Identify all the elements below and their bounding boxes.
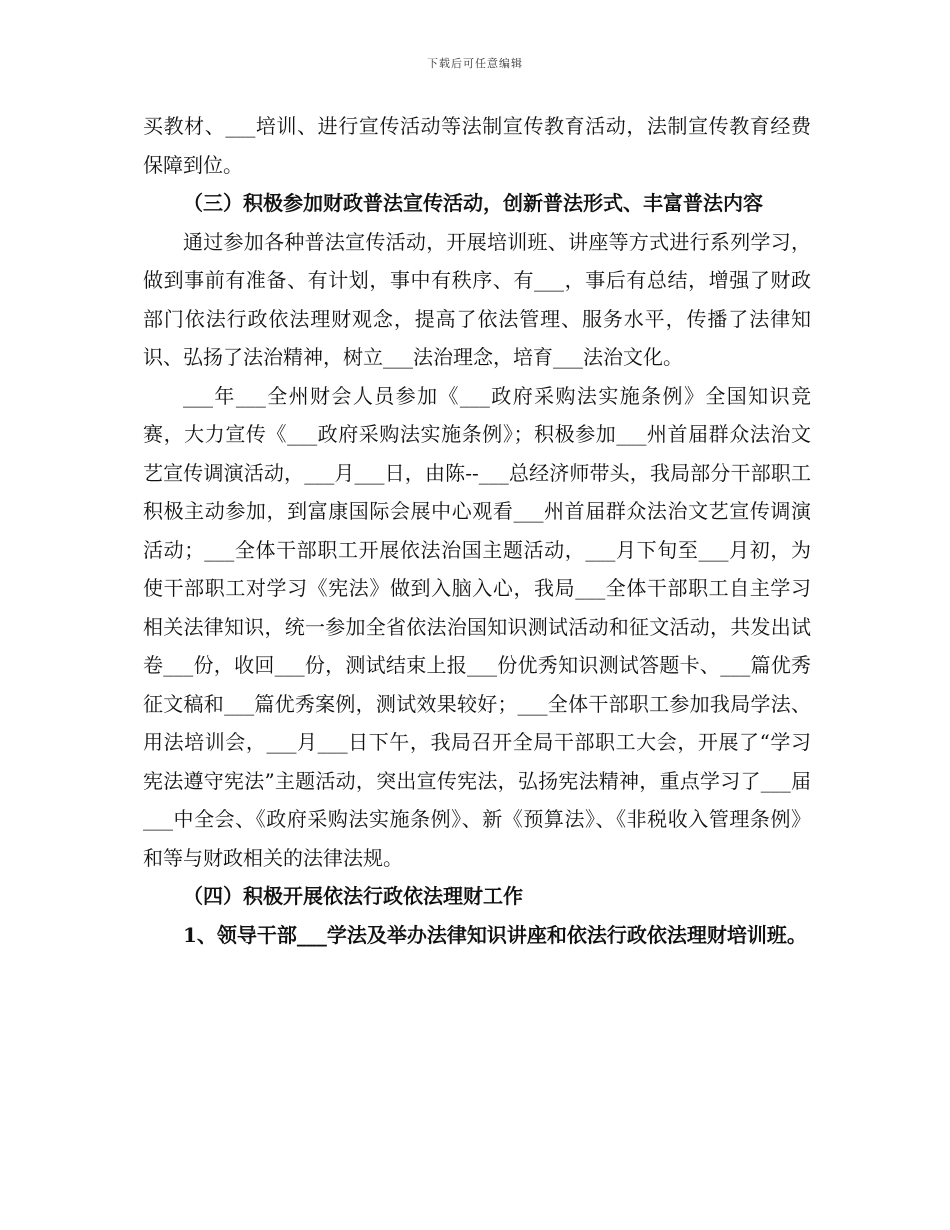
section-heading-3: （三）积极参加财政普法宣传活动，创新普法形式、丰富普法内容: [183, 191, 763, 215]
section-heading-4: （四）积极开展依法行政依法理财工作: [183, 884, 523, 908]
document-body: [143, 107, 811, 954]
paragraph-events: ___年___全州财会人员参加《___政府采购法实施条例》全国知识竞赛，大力宣传《___政府采购法实施条例》；积极参加___州首届群众法治文艺宣传调演活动，___月___日，由陈--___总经济师带头，我局部分干部职工积极主动参加，到富康国际会展中心观看___州首届群众法治文艺宣传调演活动；___全体干部职工开展依法治国主题活动，___月下旬至___月初，为使干部职工对学习《宪法》做到入脑入心，我局___全体干部职工自主学习相关法律知识，统一参加全省依法治国知识测试活动和征文活动，共发出试卷___份，收回___份，测试结束上报___份优秀知识测试答题卡、___篇优秀征文稿和___篇优秀案例，测试效果较好；___全体干部职工参加我局学法、用法培训会，___月___日下午，我局召开全局干部职工大会，开展了“学习宪法遵守宪法”主题活动，突出宣传宪法，弘扬宪法精神，重点学习了___届___中全会、《政府采购法实施条例》、新《预算法》、《非税收入管理条例》和等与财政相关的法律法规。: [143, 383, 811, 870]
paragraph-funding: 买教材、___培训、进行宣传活动等法制宣传教育活动，法制宣传教育经费保障到位。: [143, 114, 811, 177]
subsection-heading-4-1: 1、领导干部___学法及举办法律知识讲座和依法行政依法理财培训班。: [183, 922, 807, 947]
page-header-note: 下载后可任意编辑: [427, 57, 523, 70]
paragraph-activities: 通过参加各种普法宣传活动，开展培训班、讲座等方式进行系列学习，做到事前有准备、有计划，事中有秩序、有___，事后有总结，增强了财政部门依法行政依法理财观念，提高了依法管理、服务水平，传播了法律知识、弘扬了法治精神，树立___法治理念，培育___法治文化。: [143, 229, 811, 369]
